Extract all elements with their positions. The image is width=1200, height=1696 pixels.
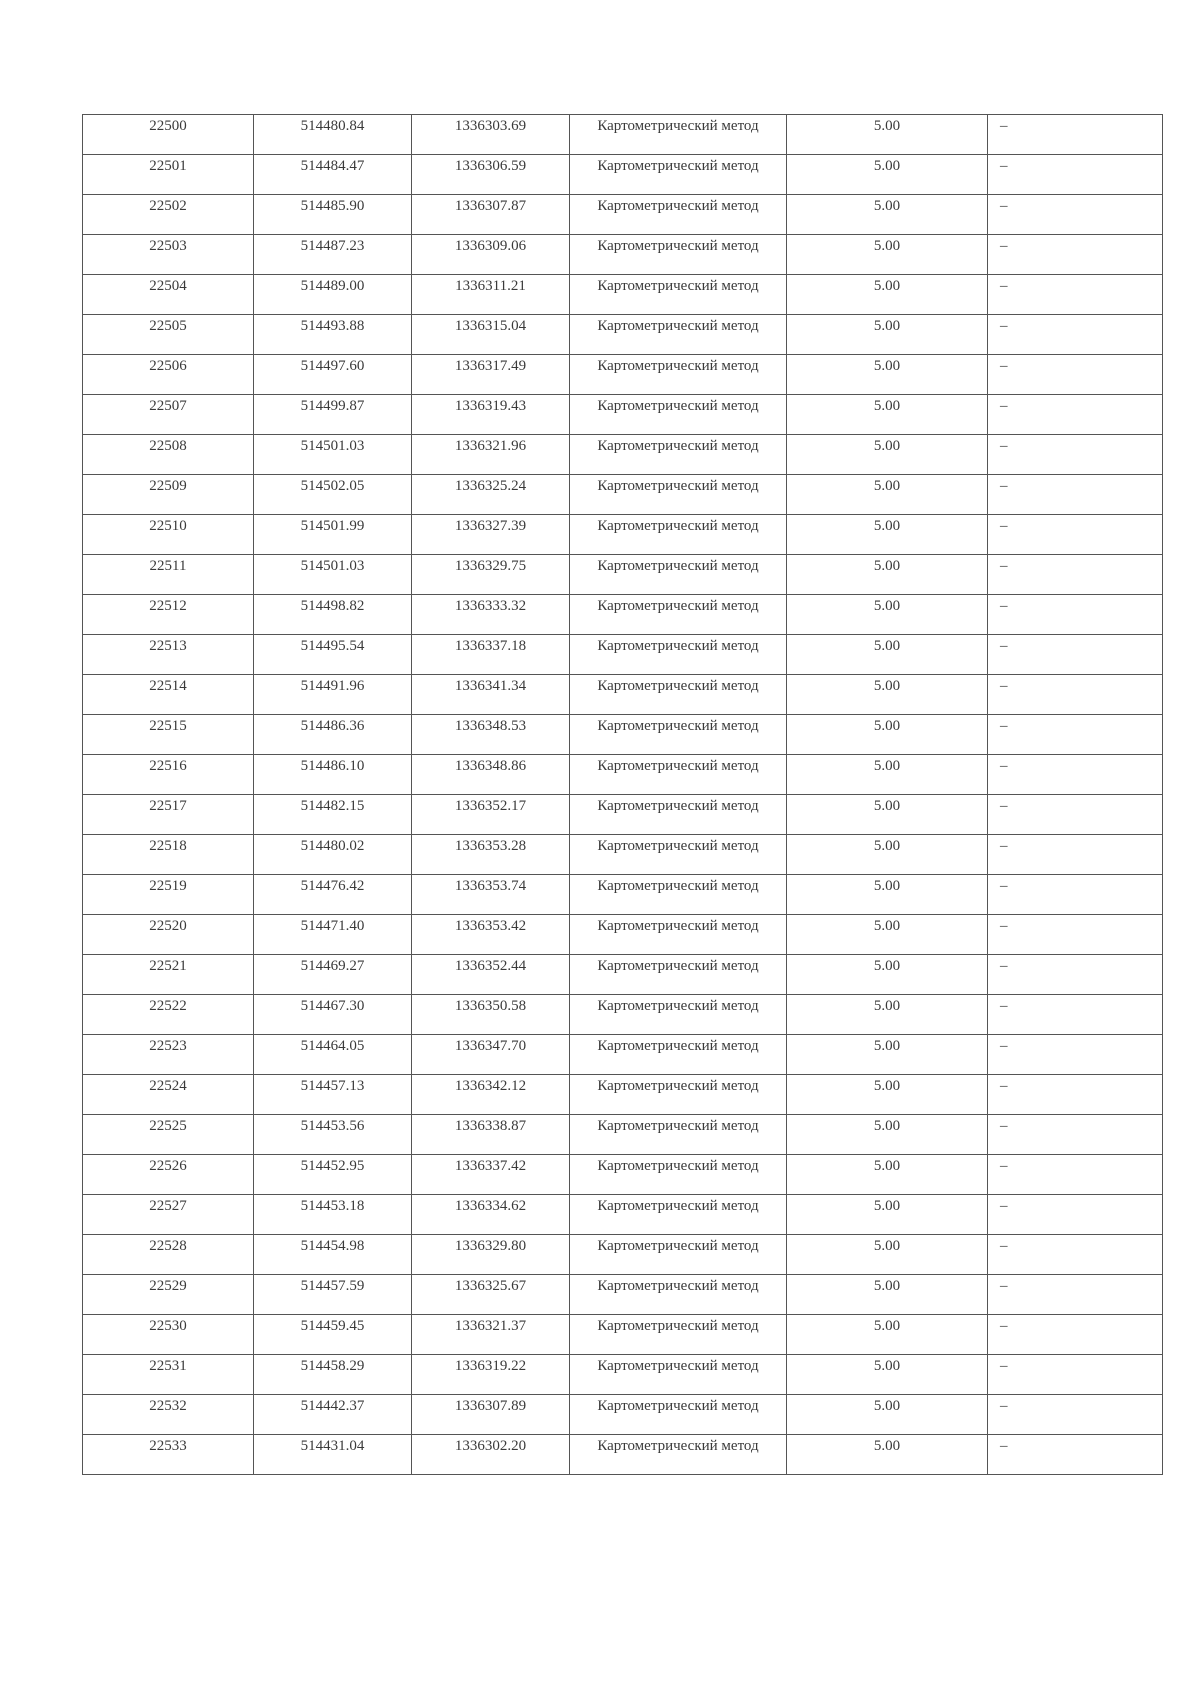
cell-coordinate-x: 514499.87 (254, 395, 412, 435)
cell-method: Картометрический метод (570, 515, 787, 555)
cell-coordinate-y: 1336325.67 (412, 1275, 570, 1315)
cell-point-number: 22505 (83, 315, 254, 355)
table-row (83, 875, 1163, 915)
cell-method: Картометрический метод (570, 1435, 787, 1475)
cell-note: – (988, 1075, 1163, 1115)
cell-method: Картометрический метод (570, 835, 787, 875)
cell-method: Картометрический метод (570, 1395, 787, 1435)
cell-coordinate-x: 514452.95 (254, 1155, 412, 1195)
cell-coordinate-x: 514480.02 (254, 835, 412, 875)
cell-coordinate-y: 1336350.58 (412, 995, 570, 1035)
cell-method: Картометрический метод (570, 315, 787, 355)
cell-accuracy: 5.00 (787, 155, 988, 195)
table-row (83, 235, 1163, 275)
cell-accuracy: 5.00 (787, 235, 988, 275)
cell-coordinate-x: 514457.13 (254, 1075, 412, 1115)
cell-method: Картометрический метод (570, 1355, 787, 1395)
table-row (83, 1435, 1163, 1475)
cell-coordinate-x: 514489.00 (254, 275, 412, 315)
cell-coordinate-x: 514459.45 (254, 1315, 412, 1355)
table-row (83, 635, 1163, 675)
cell-method: Картометрический метод (570, 955, 787, 995)
cell-accuracy: 5.00 (787, 955, 988, 995)
cell-coordinate-y: 1336353.28 (412, 835, 570, 875)
cell-coordinate-x: 514453.18 (254, 1195, 412, 1235)
cell-method: Картометрический метод (570, 115, 787, 155)
table-row (83, 435, 1163, 475)
cell-coordinate-y: 1336337.42 (412, 1155, 570, 1195)
cell-coordinate-y: 1336317.49 (412, 355, 570, 395)
table-row (83, 1195, 1163, 1235)
cell-coordinate-x: 514469.27 (254, 955, 412, 995)
cell-coordinate-y: 1336352.17 (412, 795, 570, 835)
cell-coordinate-x: 514476.42 (254, 875, 412, 915)
table-row (83, 995, 1163, 1035)
cell-point-number: 22513 (83, 635, 254, 675)
cell-note: – (988, 635, 1163, 675)
cell-accuracy: 5.00 (787, 1155, 988, 1195)
cell-point-number: 22527 (83, 1195, 254, 1235)
cell-accuracy: 5.00 (787, 475, 988, 515)
cell-note: – (988, 795, 1163, 835)
cell-coordinate-x: 514484.47 (254, 155, 412, 195)
table-row (83, 195, 1163, 235)
cell-accuracy: 5.00 (787, 1395, 988, 1435)
cell-accuracy: 5.00 (787, 835, 988, 875)
cell-note: – (988, 1435, 1163, 1475)
cell-coordinate-y: 1336353.74 (412, 875, 570, 915)
cell-coordinate-x: 514453.56 (254, 1115, 412, 1155)
cell-point-number: 22521 (83, 955, 254, 995)
cell-method: Картометрический метод (570, 555, 787, 595)
cell-coordinate-y: 1336303.69 (412, 115, 570, 155)
cell-coordinate-y: 1336315.04 (412, 315, 570, 355)
cell-coordinate-x: 514431.04 (254, 1435, 412, 1475)
cell-method: Картометрический метод (570, 475, 787, 515)
cell-point-number: 22517 (83, 795, 254, 835)
cell-note: – (988, 235, 1163, 275)
table-row (83, 1075, 1163, 1115)
cell-coordinate-y: 1336348.53 (412, 715, 570, 755)
cell-note: – (988, 1235, 1163, 1275)
cell-accuracy: 5.00 (787, 635, 988, 675)
cell-coordinate-y: 1336353.42 (412, 915, 570, 955)
cell-note: – (988, 835, 1163, 875)
cell-method: Картометрический метод (570, 195, 787, 235)
cell-coordinate-x: 514495.54 (254, 635, 412, 675)
cell-coordinate-y: 1336321.96 (412, 435, 570, 475)
cell-note: – (988, 715, 1163, 755)
cell-accuracy: 5.00 (787, 395, 988, 435)
cell-point-number: 22525 (83, 1115, 254, 1155)
cell-accuracy: 5.00 (787, 915, 988, 955)
table-row (83, 475, 1163, 515)
cell-accuracy: 5.00 (787, 115, 988, 155)
cell-note: – (988, 915, 1163, 955)
cell-accuracy: 5.00 (787, 1315, 988, 1355)
cell-note: – (988, 435, 1163, 475)
cell-method: Картометрический метод (570, 675, 787, 715)
cell-point-number: 22506 (83, 355, 254, 395)
cell-point-number: 22508 (83, 435, 254, 475)
cell-accuracy: 5.00 (787, 1355, 988, 1395)
cell-accuracy: 5.00 (787, 515, 988, 555)
cell-accuracy: 5.00 (787, 1075, 988, 1115)
cell-note: – (988, 115, 1163, 155)
cell-point-number: 22523 (83, 1035, 254, 1075)
cell-point-number: 22532 (83, 1395, 254, 1435)
cell-point-number: 22529 (83, 1275, 254, 1315)
cell-coordinate-y: 1336338.87 (412, 1115, 570, 1155)
table-row (83, 395, 1163, 435)
cell-coordinate-x: 514467.30 (254, 995, 412, 1035)
cell-note: – (988, 1395, 1163, 1435)
cell-note: – (988, 595, 1163, 635)
table-row (83, 795, 1163, 835)
table-row (83, 115, 1163, 155)
cell-point-number: 22501 (83, 155, 254, 195)
cell-coordinate-y: 1336327.39 (412, 515, 570, 555)
cell-coordinate-x: 514498.82 (254, 595, 412, 635)
cell-coordinate-y: 1336337.18 (412, 635, 570, 675)
cell-coordinate-x: 514501.99 (254, 515, 412, 555)
cell-coordinate-y: 1336307.89 (412, 1395, 570, 1435)
table-row (83, 915, 1163, 955)
cell-note: – (988, 1115, 1163, 1155)
cell-coordinate-x: 514491.96 (254, 675, 412, 715)
cell-method: Картометрический метод (570, 1275, 787, 1315)
cell-coordinate-y: 1336321.37 (412, 1315, 570, 1355)
cell-coordinate-y: 1336311.21 (412, 275, 570, 315)
cell-coordinate-y: 1336319.43 (412, 395, 570, 435)
cell-coordinate-x: 514458.29 (254, 1355, 412, 1395)
cell-method: Картометрический метод (570, 1195, 787, 1235)
cell-point-number: 22503 (83, 235, 254, 275)
table-row (83, 955, 1163, 995)
cell-note: – (988, 1275, 1163, 1315)
cell-accuracy: 5.00 (787, 755, 988, 795)
cell-note: – (988, 1195, 1163, 1235)
cell-coordinate-x: 514485.90 (254, 195, 412, 235)
cell-coordinate-y: 1336309.06 (412, 235, 570, 275)
cell-point-number: 22502 (83, 195, 254, 235)
cell-coordinate-y: 1336306.59 (412, 155, 570, 195)
cell-accuracy: 5.00 (787, 355, 988, 395)
cell-note: – (988, 955, 1163, 995)
cell-point-number: 22516 (83, 755, 254, 795)
cell-method: Картометрический метод (570, 915, 787, 955)
cell-coordinate-y: 1336307.87 (412, 195, 570, 235)
cell-coordinate-y: 1336352.44 (412, 955, 570, 995)
cell-note: – (988, 515, 1163, 555)
cell-point-number: 22518 (83, 835, 254, 875)
cell-method: Картометрический метод (570, 595, 787, 635)
table-row (83, 1235, 1163, 1275)
cell-method: Картометрический метод (570, 1115, 787, 1155)
cell-coordinate-x: 514493.88 (254, 315, 412, 355)
table-row (83, 1395, 1163, 1435)
table-row (83, 155, 1163, 195)
cell-accuracy: 5.00 (787, 675, 988, 715)
cell-accuracy: 5.00 (787, 795, 988, 835)
cell-point-number: 22528 (83, 1235, 254, 1275)
cell-method: Картометрический метод (570, 875, 787, 915)
cell-method: Картометрический метод (570, 1315, 787, 1355)
cell-accuracy: 5.00 (787, 555, 988, 595)
cell-coordinate-x: 514502.05 (254, 475, 412, 515)
cell-note: – (988, 355, 1163, 395)
cell-coordinate-x: 514501.03 (254, 555, 412, 595)
cell-note: – (988, 1035, 1163, 1075)
cell-point-number: 22500 (83, 115, 254, 155)
table-row (83, 835, 1163, 875)
cell-point-number: 22519 (83, 875, 254, 915)
table-row (83, 1155, 1163, 1195)
table-row (83, 275, 1163, 315)
cell-accuracy: 5.00 (787, 875, 988, 915)
table-row (83, 755, 1163, 795)
cell-note: – (988, 875, 1163, 915)
cell-method: Картометрический метод (570, 635, 787, 675)
cell-method: Картометрический метод (570, 355, 787, 395)
cell-coordinate-x: 514497.60 (254, 355, 412, 395)
table-row (83, 595, 1163, 635)
cell-coordinate-y: 1336342.12 (412, 1075, 570, 1115)
cell-accuracy: 5.00 (787, 1235, 988, 1275)
cell-note: – (988, 195, 1163, 235)
cell-method: Картометрический метод (570, 435, 787, 475)
table-row (83, 1315, 1163, 1355)
cell-coordinate-y: 1336325.24 (412, 475, 570, 515)
cell-accuracy: 5.00 (787, 595, 988, 635)
table-row (83, 555, 1163, 595)
cell-method: Картометрический метод (570, 1235, 787, 1275)
cell-point-number: 22526 (83, 1155, 254, 1195)
cell-accuracy: 5.00 (787, 275, 988, 315)
cell-method: Картометрический метод (570, 1155, 787, 1195)
cell-note: – (988, 475, 1163, 515)
cell-coordinate-x: 514480.84 (254, 115, 412, 155)
cell-coordinate-x: 514482.15 (254, 795, 412, 835)
cell-method: Картометрический метод (570, 1035, 787, 1075)
cell-note: – (988, 275, 1163, 315)
cell-coordinate-x: 514471.40 (254, 915, 412, 955)
table-row (83, 515, 1163, 555)
cell-accuracy: 5.00 (787, 1035, 988, 1075)
cell-note: – (988, 315, 1163, 355)
table-row (83, 1115, 1163, 1155)
cell-point-number: 22507 (83, 395, 254, 435)
cell-note: – (988, 1355, 1163, 1395)
cell-point-number: 22524 (83, 1075, 254, 1115)
cell-accuracy: 5.00 (787, 1195, 988, 1235)
cell-coordinate-x: 514454.98 (254, 1235, 412, 1275)
table-row (83, 675, 1163, 715)
cell-point-number: 22514 (83, 675, 254, 715)
cell-coordinate-y: 1336302.20 (412, 1435, 570, 1475)
cell-note: – (988, 675, 1163, 715)
cell-point-number: 22530 (83, 1315, 254, 1355)
cell-point-number: 22509 (83, 475, 254, 515)
cell-coordinate-y: 1336333.32 (412, 595, 570, 635)
table-row (83, 1275, 1163, 1315)
cell-method: Картометрический метод (570, 235, 787, 275)
cell-accuracy: 5.00 (787, 315, 988, 355)
cell-note: – (988, 1315, 1163, 1355)
cell-note: – (988, 395, 1163, 435)
cell-point-number: 22504 (83, 275, 254, 315)
cell-point-number: 22510 (83, 515, 254, 555)
cell-coordinate-x: 514486.36 (254, 715, 412, 755)
cell-accuracy: 5.00 (787, 195, 988, 235)
cell-method: Картометрический метод (570, 755, 787, 795)
table-row (83, 1035, 1163, 1075)
cell-coordinate-x: 514486.10 (254, 755, 412, 795)
cell-coordinate-x: 514442.37 (254, 1395, 412, 1435)
cell-accuracy: 5.00 (787, 1115, 988, 1155)
cell-accuracy: 5.00 (787, 1435, 988, 1475)
coordinates-table-body (83, 115, 1163, 1475)
cell-method: Картометрический метод (570, 715, 787, 755)
cell-method: Картометрический метод (570, 155, 787, 195)
cell-coordinate-y: 1336341.34 (412, 675, 570, 715)
cell-point-number: 22515 (83, 715, 254, 755)
cell-coordinate-y: 1336329.75 (412, 555, 570, 595)
coordinates-table (82, 114, 1163, 1475)
cell-point-number: 22511 (83, 555, 254, 595)
cell-coordinate-y: 1336347.70 (412, 1035, 570, 1075)
cell-accuracy: 5.00 (787, 435, 988, 475)
cell-accuracy: 5.00 (787, 995, 988, 1035)
cell-coordinate-y: 1336329.80 (412, 1235, 570, 1275)
cell-coordinate-x: 514487.23 (254, 235, 412, 275)
cell-coordinate-x: 514464.05 (254, 1035, 412, 1075)
cell-note: – (988, 555, 1163, 595)
cell-point-number: 22533 (83, 1435, 254, 1475)
table-row (83, 715, 1163, 755)
cell-note: – (988, 995, 1163, 1035)
cell-method: Картометрический метод (570, 795, 787, 835)
cell-accuracy: 5.00 (787, 715, 988, 755)
cell-method: Картометрический метод (570, 275, 787, 315)
table-row (83, 315, 1163, 355)
cell-coordinate-y: 1336348.86 (412, 755, 570, 795)
cell-point-number: 22520 (83, 915, 254, 955)
cell-coordinate-x: 514457.59 (254, 1275, 412, 1315)
table-row (83, 355, 1163, 395)
cell-point-number: 22512 (83, 595, 254, 635)
cell-note: – (988, 155, 1163, 195)
cell-accuracy: 5.00 (787, 1275, 988, 1315)
cell-coordinate-x: 514501.03 (254, 435, 412, 475)
cell-coordinate-y: 1336334.62 (412, 1195, 570, 1235)
cell-point-number: 22522 (83, 995, 254, 1035)
cell-note: – (988, 755, 1163, 795)
table-row (83, 1355, 1163, 1395)
cell-method: Картометрический метод (570, 1075, 787, 1115)
cell-coordinate-y: 1336319.22 (412, 1355, 570, 1395)
cell-method: Картометрический метод (570, 395, 787, 435)
cell-note: – (988, 1155, 1163, 1195)
cell-method: Картометрический метод (570, 995, 787, 1035)
cell-point-number: 22531 (83, 1355, 254, 1395)
